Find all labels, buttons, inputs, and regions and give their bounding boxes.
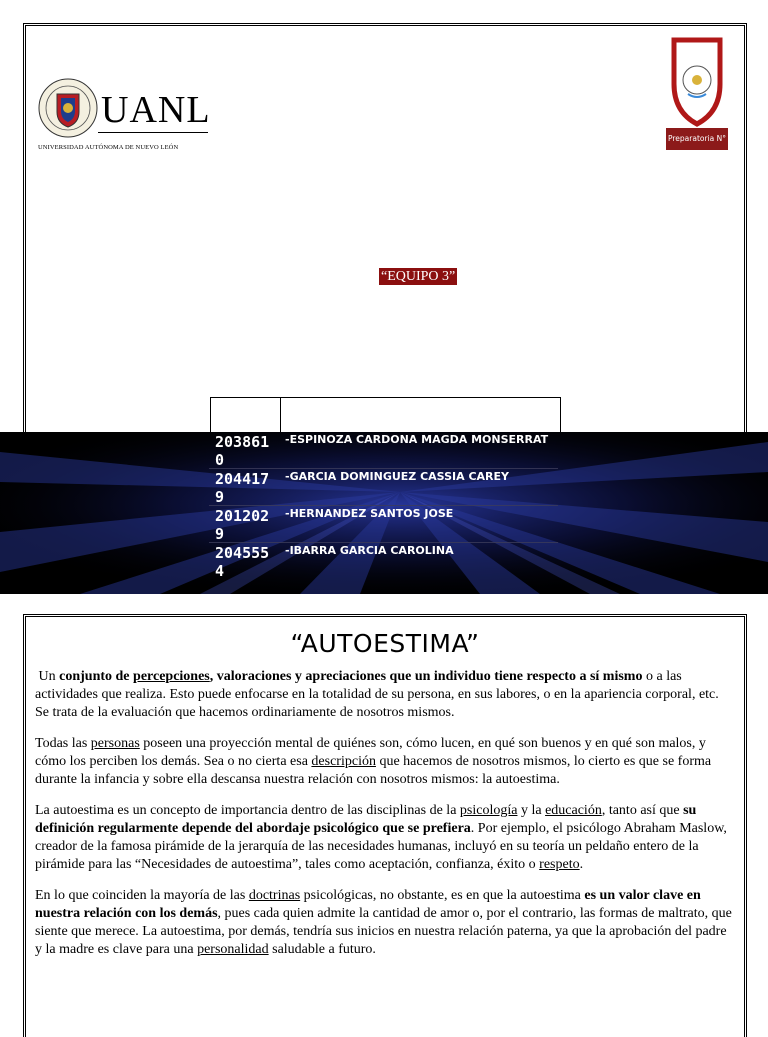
bold-text: conjunto de (59, 669, 134, 684)
uanl-seal-icon (38, 78, 98, 138)
link-descripcion[interactable]: descripción (311, 754, 376, 769)
team-list (209, 432, 558, 579)
article-page (23, 614, 747, 1037)
student-id: 2012029 (215, 507, 270, 543)
paragraph-1 (35, 668, 736, 722)
text: Todas las (35, 736, 91, 751)
article-title: “AUTOESTIMA” (290, 629, 480, 658)
student-name: -GARCIA DOMINGUEZ CASSIA CAREY (285, 470, 510, 483)
link-doctrinas[interactable]: doctrinas (248, 888, 301, 903)
bold-text: , valoraciones y apreciaciones que un individuo tiene respecto a sí mismo (209, 669, 643, 684)
prepa-label: Preparatoria N° 1 (666, 128, 728, 150)
prepa-logo (666, 34, 728, 165)
link-educacion[interactable]: educación (545, 803, 602, 818)
uanl-logo (38, 78, 213, 158)
student-id: 2038610 (215, 433, 270, 469)
article-body (26, 668, 744, 959)
text: que hacemos de nosotros mismos, lo cierto es que se forma durante la infancia y sobre ella descansa nuestra relación con nosotros mismos: la autoestima. (35, 754, 712, 787)
uanl-subtitle: UNIVERSIDAD AUTÓNOMA DE NUEVO LEÓN (38, 144, 179, 151)
student-name: -IBARRA GARCIA CAROLINA (285, 544, 454, 557)
team-row (209, 432, 558, 469)
uanl-wordmark: UANL (101, 89, 211, 131)
cover-page (23, 23, 747, 449)
team-row (209, 469, 558, 506)
text: Un (38, 669, 60, 684)
paragraph-2 (35, 735, 736, 789)
prepa-shield-icon (666, 34, 728, 128)
student-name: -HERNANDEZ SANTOS JOSE (285, 507, 454, 520)
text: . Por ejemplo, el psicólogo Abraham Maslow, creador de la famosa pirámide de la jerarquía de las necesidades humanas, incluyó en su teoría un peldaño entero de la pirámide para las “Necesidades de autoestima”, tales como aceptación, confianza, éxito o (35, 821, 727, 872)
student-id: 2045554 (215, 544, 270, 580)
bold-text: su definición regularmente depende del abordaje psicológico que se prefiera (35, 803, 697, 836)
text: , pues cada quien admite la cantidad de amor o, por el contrario, las formas de maltrato, que siente que merece. La autoestima, por demás, tendría sus inicios en nuestra relación paterna, ya que la aprobación del padre y la madre es clave para una (35, 906, 732, 957)
text: , tanto así que (601, 803, 684, 818)
paragraph-4 (35, 887, 736, 959)
team-row (209, 506, 558, 543)
text: La autoestima es un concepto de importancia dentro de las disciplinas de la (35, 803, 460, 818)
team-row (209, 543, 558, 579)
uanl-rule (98, 132, 208, 133)
text: o a las actividades que realiza. Esto puede enfocarse en la totalidad de su persona, en sus labores, o en la apariencia corporal, etc. Se trata de la evaluación que hacemos ordinariamente de nosotros mismos. (35, 669, 719, 720)
student-id: 2044179 (215, 470, 270, 506)
student-name: -ESPINOZA CARDONA MAGDA MONSERRAT (285, 433, 549, 446)
text: En lo que coinciden la mayoría de las (35, 888, 249, 903)
link-respeto[interactable]: respeto (539, 857, 580, 872)
text: saludable a futuro. (268, 942, 376, 957)
paragraph-3 (35, 802, 736, 874)
team-banner (0, 432, 768, 594)
bold-text: es un valor clave en nuestra relación con los demás (35, 888, 701, 921)
link-personalidad[interactable]: personalidad (197, 942, 269, 957)
team-title: “EQUIPO 3” (381, 269, 456, 284)
text: y la (517, 803, 546, 818)
link-personas[interactable]: personas (90, 736, 140, 751)
link-psicologia[interactable]: psicología (459, 803, 518, 818)
text: . (579, 857, 584, 872)
text: poseen una proyección mental de quiénes son, cómo lucen, en qué son buenos y en qué son malos, y cómo los perciben los demás. Sea o no cierta esa (35, 736, 706, 769)
link-percepciones[interactable]: percepciones (133, 669, 210, 684)
text: psicológicas, no obstante, es en que la autoestima (300, 888, 585, 903)
